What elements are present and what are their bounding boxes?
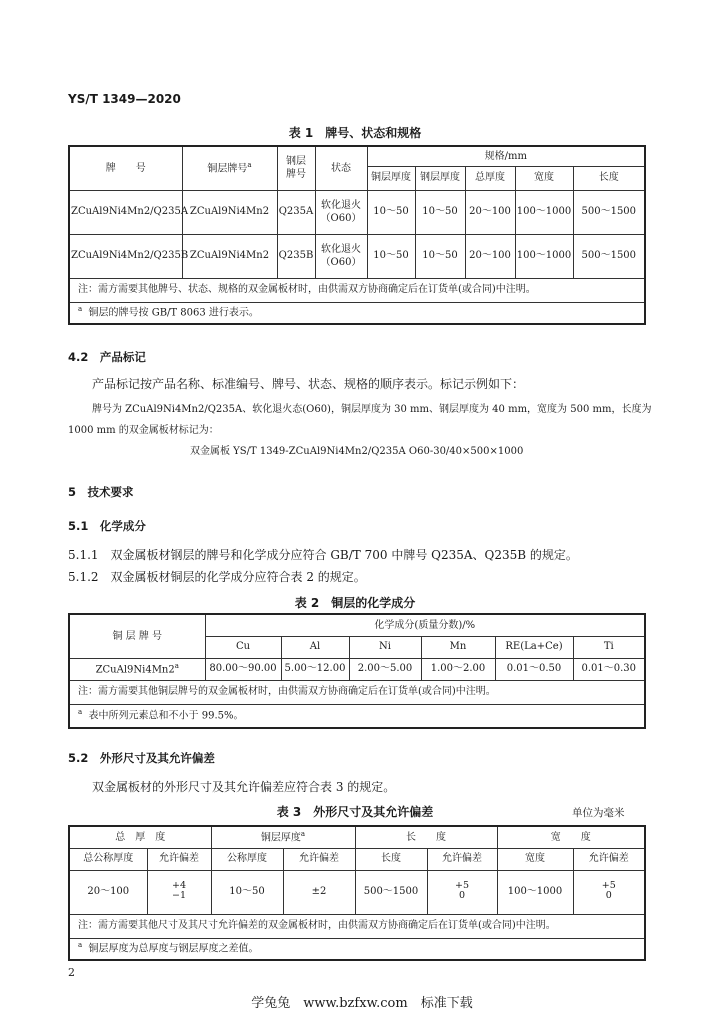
t1-cell-steel: Q235B — [277, 234, 315, 278]
t1-header-spec: 规格/mm — [367, 146, 645, 166]
t1-header-total-thk: 总厚度 — [465, 166, 515, 190]
sec42-line3: 1000 mm 的双金属板材标记为： — [68, 425, 219, 436]
t1-cell-width: 100～1000 — [515, 190, 573, 234]
t1-cell-width: 100～1000 — [515, 234, 573, 278]
t2-header-al: Al — [281, 636, 349, 658]
t1-cell-steel: Q235A — [277, 190, 315, 234]
t1-footnote: $^a$ 铜层的牌号按 GB/T 8063 进行表示。 — [69, 302, 645, 324]
t1-cell-st-thk: 10～50 — [415, 190, 465, 234]
t2-cell-brand: ZCuAl9Ni4Mn2$^a$ — [69, 658, 205, 680]
t1-cell-length: 500～1500 — [573, 190, 645, 234]
t1-header-state: 状态 — [315, 146, 367, 190]
t1-cell-st-thk: 10～50 — [415, 234, 465, 278]
t2-cell-ni: 2.00～5.00 — [349, 658, 421, 680]
t1-cell-total: 20～100 — [465, 234, 515, 278]
t3-header-tol: 允许偏差 — [147, 848, 211, 870]
table1 — [68, 145, 646, 325]
t2-header-ni: Ni — [349, 636, 421, 658]
t1-cell-copper: ZCuAl9Ni4Mn2 — [182, 190, 277, 234]
document-id: YS/T 1349—2020 — [68, 92, 181, 106]
t3-cell-width: 100～1000 — [497, 870, 573, 914]
table-row — [69, 870, 645, 914]
t1-header-steel-brand: 钢层 牌号 — [277, 146, 315, 190]
t2-cell-al: 5.00～12.00 — [281, 658, 349, 680]
t3-header-len: 长度 — [355, 848, 427, 870]
t3-header-tol: 允许偏差 — [427, 848, 497, 870]
table-row — [69, 190, 645, 234]
t3-header-wid: 宽度 — [497, 848, 573, 870]
t3-cell-copper-tol: ±2 — [283, 870, 355, 914]
t1-cell-state: 软化退火 （O60） — [315, 190, 367, 234]
t3-header-nominal-total: 总公称厚度 — [69, 848, 147, 870]
t3-cell-width-tol: +5 0 — [573, 870, 645, 914]
table1-caption: 表 1 牌号、状态和规格 — [288, 126, 422, 140]
footer-watermark: 学兔兔 www.bzfxw.com 标准下载 — [251, 996, 473, 1011]
t1-cell-cu-thk: 10～50 — [367, 234, 415, 278]
t1-cell-brand: ZCuAl9Ni4Mn2/Q235A — [69, 190, 182, 234]
t3-footnote: $^a$ 铜层厚度为总厚度与钢层厚度之差值。 — [69, 938, 645, 960]
page-number: 2 — [68, 966, 75, 979]
t3-header-length: 长 度 — [355, 826, 497, 848]
t1-note: 注：需方需要其他牌号、状态、规格的双金属板材时，由供需双方协商确定后在订货单(或合同)中注明。 — [69, 278, 645, 302]
t3-cell-total-tol: +4 −1 — [147, 870, 211, 914]
t2-cell-cu: 80.00～90.00 — [205, 658, 281, 680]
t3-cell-length: 500～1500 — [355, 870, 427, 914]
t2-header-cu: Cu — [205, 636, 281, 658]
t3-cell-total: 20～100 — [69, 870, 147, 914]
t2-header-mn: Mn — [421, 636, 495, 658]
t1-cell-cu-thk: 10～50 — [367, 190, 415, 234]
t1-cell-state: 软化退火 （O60） — [315, 234, 367, 278]
t1-cell-total: 20～100 — [465, 190, 515, 234]
t1-header-length: 长度 — [573, 166, 645, 190]
t1-cell-length: 500～1500 — [573, 234, 645, 278]
table3-caption: 表 3 外形尺寸及其允许偏差 — [276, 805, 434, 819]
t2-header-brand: 铜 层 牌 号 — [69, 614, 205, 658]
t1-header-steel-thk: 钢层厚度 — [415, 166, 465, 190]
t1-header-width: 宽度 — [515, 166, 573, 190]
t3-header-copper-thk: 铜层厚度$^a$ — [211, 826, 355, 848]
t1-header-copper-thk: 铜层厚度 — [367, 166, 415, 190]
t2-footnote: $^a$ 表中所列元素总和不小于 99.5%。 — [69, 704, 645, 728]
t1-footnote-mark: a — [247, 160, 252, 169]
sec42-marking-example: 双金属板 YS/T 1349-ZCuAl9Ni4Mn2/Q235A O60-30/40×500×1000 — [190, 446, 524, 457]
table-row — [69, 658, 645, 680]
t2-header-re: RE(La+Ce) — [495, 636, 573, 658]
t3-header-total-thk: 总 厚 度 — [69, 826, 211, 848]
t3-note: 注：需方需要其他尺寸及其尺寸允许偏差的双金属板材时，由供需双方协商确定后在订货单(或合同)中注明。 — [69, 914, 645, 938]
t1-header-copper-brand: 铜层牌号$^a$ — [182, 146, 277, 190]
sec42-line1: 产品标记按产品名称、标准编号、牌号、状态、规格的顺序表示。标记示例如下： — [92, 377, 525, 391]
section-5-2-title: 5.2 外形尺寸及其允许偏差 — [68, 751, 215, 765]
t3-header-tol: 允许偏差 — [573, 848, 645, 870]
t2-note: 注：需方需要其他铜层牌号的双金属板材时，由供需双方协商确定后在订货单(或合同)中注明。 — [69, 680, 645, 704]
table2-caption: 表 2 铜层的化学成分 — [294, 596, 416, 610]
section-4-2-title: 4.2 产品标记 — [68, 350, 146, 364]
t1-cell-brand: ZCuAl9Ni4Mn2/Q235B — [69, 234, 182, 278]
sec511-text: 5.1.1 双金属板材钢层的牌号和化学成分应符合 GB/T 700 中牌号 Q235A、Q235B 的规定。 — [68, 548, 578, 562]
t1-header-brand: 牌 号 — [69, 146, 182, 190]
t3-header-nominal: 公称厚度 — [211, 848, 283, 870]
sec52-line1: 双金属板材的外形尺寸及其允许偏差应符合表 3 的规定。 — [92, 780, 396, 794]
t2-header-ti: Ti — [573, 636, 645, 658]
t2-cell-re: 0.01～0.50 — [495, 658, 573, 680]
t3-header-tol: 允许偏差 — [283, 848, 355, 870]
t2-cell-ti: 0.01～0.30 — [573, 658, 645, 680]
t2-header-composition: 化学成分(质量分数)/% — [205, 614, 645, 636]
t3-cell-length-tol: +5 0 — [427, 870, 497, 914]
t3-cell-copper: 10～50 — [211, 870, 283, 914]
table3 — [68, 825, 646, 961]
section-5-1-title: 5.1 化学成分 — [68, 519, 146, 533]
sec42-line2: 牌号为 ZCuAl9Ni4Mn2/Q235A、软化退火态(O60)，铜层厚度为 30 mm、钢层厚度为 40 mm，宽度为 500 mm，长度为 — [92, 404, 652, 415]
sec512-text: 5.1.2 双金属板材铜层的化学成分应符合表 2 的规定。 — [68, 570, 366, 584]
t1-cell-copper: ZCuAl9Ni4Mn2 — [182, 234, 277, 278]
t3-header-width: 宽 度 — [497, 826, 645, 848]
section-5-title: 5 技术要求 — [68, 485, 134, 499]
table2 — [68, 613, 646, 729]
table-row — [69, 234, 645, 278]
t2-cell-mn: 1.00～2.00 — [421, 658, 495, 680]
table3-unit: 单位为毫米 — [572, 807, 625, 819]
